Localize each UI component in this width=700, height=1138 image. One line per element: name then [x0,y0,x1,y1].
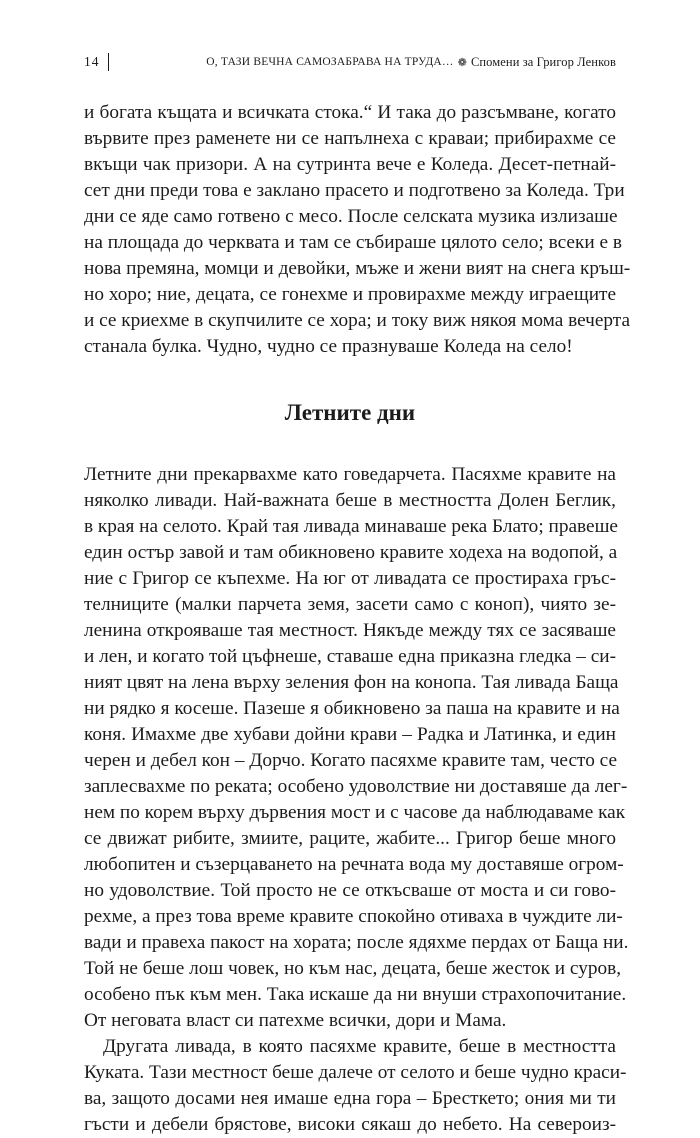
text-line: коня. Имахме две хубави дойни крави – Радка и Латинка, и един [84,724,616,745]
text-line: Куката. Тази местност беше далече от селото и беше чудно краси- [84,1062,627,1083]
book-subtitle: Спомени за Григор Ленков [470,54,616,69]
text-line: сет дни преди това е заклано прасето и подготвено за Коледа. Три [84,180,625,201]
text-line: ни рядко я косеше. Пазеше я обикновено за паша на кравите и на [84,698,620,719]
text-line: вървите през раменете ни се напълнеха с краваи; прибирахме се [84,128,616,149]
text-line: се движат рибите, змиите, раците, жабите... Григор беше много [84,828,616,849]
running-head [84,52,616,72]
text-line: но удоволствие. Той просто не се откъсваше от моста и си гово- [84,880,616,901]
text-line: заплесвахме по реката; особено удоволствие ни доставяше да лег- [84,776,628,797]
text-line: няколко ливади. Най-важната беше в местността Долен Беглик, [84,490,616,511]
text-line: ният цвят на лена върху зеления фон на конопа. Тая ливада Баща [84,672,619,693]
text-line: нова премяна, момци и девойки, мъже и жени вият на снега кръш- [84,258,631,279]
text-line: дни се яде само готвено с месо. После селската музика излизаше [84,206,618,227]
text-line: в края на селото. Край тая ливада минаваше река Блато; правеше [84,516,618,537]
text-line: черен и дебел кон – Дорчо. Когато пасяхме кравите там, често се [84,750,618,771]
text-line: нем по корем върху дървения мост и с часове да наблюдаваме как [84,802,626,823]
section-heading: Летните дни [284,400,416,425]
text-line: един остър завой и там обикновено кравите ходеха на водопой, а [84,542,618,563]
text-line: Летните дни прекарвахме като говедарчета. Пасяхме кравите на [84,464,616,485]
text-line: Той не беше лош човек, но към нас, децата, беше жесток и суров, [84,958,622,979]
page-number: 14 [84,54,100,69]
running-head-text [206,55,616,70]
text-line: ва, защото досами нея имаше една гора – Бресткето; ония ми ти [84,1088,616,1109]
header-divider [108,53,109,71]
text-line: любопитен и съзерцаването на речната вода му доставяше огром- [84,854,624,875]
text-line: станала булка. Чудно, чудно се празнуваше Коледа на село! [84,336,573,357]
body-text [84,100,631,1138]
text-line: вади и правеха пакост на хората; после ядяхме пердах от Баща ни. [84,932,629,953]
text-line: и лен, и когато той цъфнеше, ставаше една приказна гледка – си- [84,646,617,667]
text-line: и се криехме в скупчилите се хора; и току виж някоя мома вечерта [84,310,631,331]
flower-ornament-icon: ❁ [457,56,467,69]
text-line: Другата ливада, в която пасяхме кравите, беше в местността [103,1036,616,1057]
text-line: и богата къщата и всичката стока.“ И така до разсъмване, когато [84,102,616,123]
text-line: на площада до черквата и там се събираше цялото село; всеки е в [84,232,622,253]
text-line: ние с Григор се къпехме. На юг от ливадата се простираха гръс- [84,568,616,589]
text-line: вкъщи чак призори. А на сутринта вече е Коледа. Десет-петнай- [84,154,616,175]
text-line: От неговата власт си патехме всички, дори и Мама. [84,1010,507,1031]
paragraph-christmas [84,100,631,360]
text-line: рехме, а през това време кравите спокойно отиваха в чуждите ли- [84,906,623,927]
text-line: телниците (малки парчета земя, засети само с коноп), чиято зе- [84,594,616,615]
paragraph-summer-days [84,462,629,1034]
text-line: гъсти и дебели брястове, високи сякаш до небето. На североиз- [84,1114,616,1135]
text-line: особено пък към мен. Така искаше да ни внуши страхопочитание. [84,984,627,1005]
text-line: ленина открояваше тая местност. Някъде между тях се засяваше [84,620,616,641]
text-line: но хоро; ние, децата, се гонехме и провирахме между играещите [84,284,616,305]
paragraph-kukata-meadow [84,1034,627,1138]
book-title: О, ТАЗИ ВЕЧНА САМОЗАБРАВА НА ТРУДА… [206,56,454,68]
